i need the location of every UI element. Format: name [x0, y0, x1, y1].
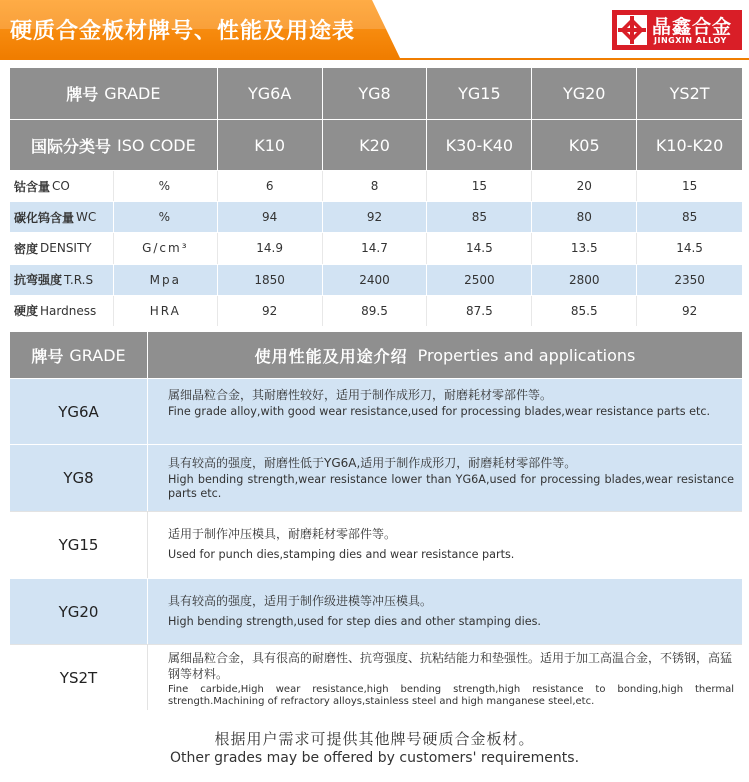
property-label	[10, 233, 114, 263]
unit-cell: %	[114, 202, 218, 232]
value-cell: 92	[323, 202, 428, 232]
property-name-en: WC	[76, 210, 97, 225]
description-label-en: Properties and applications	[417, 345, 636, 365]
property-name-cn: 碳化钨含量	[14, 210, 75, 225]
grade-cell: YG8	[323, 68, 428, 119]
value-cell: 8	[323, 171, 428, 201]
page-title: 硬质合金板材牌号、性能及用途表	[10, 19, 356, 44]
value-cell: 13.5	[532, 233, 637, 263]
description-en: High bending strength,wear resistance lower than YG6A,used for processing blades,wear resistance parts etc.	[168, 473, 734, 500]
description-label-cn: 使用性能及用途介绍	[254, 346, 408, 366]
applications-table	[10, 332, 742, 710]
unit-cell: %	[114, 171, 218, 201]
description-cell	[148, 645, 742, 710]
iso-label-cn: 国际分类号	[30, 136, 111, 156]
description-cn: 属细晶粒合金，具有很高的耐磨性、抗弯强度、抗粘结能力和垫强性。适用于加工高温合金，不锈钢，高猛钢等材料。	[168, 651, 733, 681]
grade-header-label	[10, 68, 218, 119]
description-en: Fine grade alloy,with good wear resistance,used for processing blades,wear resistance parts etc.	[168, 405, 711, 418]
description-en: High bending strength,used for step dies and other stamping dies.	[168, 615, 541, 628]
unit-cell: G/cm³	[114, 233, 218, 263]
logo-text-en: JINGXIN ALLOY	[654, 36, 727, 45]
property-name-cn: 抗弯强度	[14, 273, 63, 288]
description-cn: 具有较高的强度，适用于制作级进模等冲压模具。	[168, 594, 433, 608]
table-row	[10, 295, 742, 326]
grade-label-en: GRADE	[104, 84, 161, 103]
value-cell: 14.7	[323, 233, 428, 263]
value-cell: 2400	[323, 265, 428, 295]
description-cell	[148, 579, 742, 644]
value-cell: 20	[532, 171, 637, 201]
description-cn: 具有较高的强度，耐磨性低于YG6A,适用于制作成形刀，耐磨耗材零部件等。	[168, 456, 577, 470]
iso-code-cell: K10-K20	[655, 135, 724, 155]
description-en: Used for punch dies,stamping dies and wear resistance parts.	[168, 548, 515, 561]
value-cell: 1850	[218, 265, 323, 295]
description-cell	[148, 512, 742, 578]
description-header-label	[148, 332, 742, 378]
value-cell: 2500	[427, 265, 532, 295]
value-cell: 14.5	[676, 241, 703, 256]
grade-header-row	[10, 68, 742, 119]
property-name-en: T.R.S	[64, 272, 94, 287]
table-row	[10, 201, 742, 232]
value-cell: 6	[218, 171, 323, 201]
grade-header-label	[10, 332, 148, 378]
table-row	[10, 378, 742, 444]
value-cell: 80	[532, 202, 637, 232]
unit-cell: HRA	[114, 296, 218, 326]
logo-text-cn: 晶鑫合金	[652, 16, 733, 38]
table-row	[10, 232, 742, 263]
unit-cell: Mpa	[114, 265, 218, 295]
value-cell: 89.5	[323, 296, 428, 326]
footer-note-cn: 根据用户需求可提供其他牌号硬质合金板材。	[214, 730, 535, 748]
grade-cell: YG20	[532, 68, 637, 119]
iso-code-cell: K05	[532, 120, 637, 170]
property-name-cn: 硬度	[14, 304, 39, 319]
table-row	[10, 444, 742, 511]
property-label	[10, 171, 114, 201]
property-name-en: CO	[52, 179, 70, 194]
property-name-en: DENSITY	[40, 241, 92, 256]
value-cell: 14.9	[218, 233, 323, 263]
value-cell: 15	[681, 179, 698, 194]
value-cell: 87.5	[427, 296, 532, 326]
value-cell: 92	[681, 303, 698, 318]
grade-cell: YG20	[10, 579, 148, 644]
table-row	[10, 578, 742, 644]
iso-header-label	[10, 120, 218, 170]
table-row	[10, 264, 742, 295]
company-logo	[612, 10, 742, 50]
iso-code-cell: K20	[323, 120, 428, 170]
value-cell: 94	[218, 202, 323, 232]
grade-cell: YG15	[427, 68, 532, 119]
grade-label-en: GRADE	[69, 345, 126, 365]
property-label	[10, 265, 114, 295]
value-cell: 2350	[674, 272, 705, 287]
iso-label-en: ISO CODE	[116, 135, 196, 155]
description-cn: 适用于制作冲压模具，耐磨耗材零部件等。	[168, 527, 397, 541]
value-cell: 2800	[532, 265, 637, 295]
description-cell	[148, 379, 742, 444]
table-row	[10, 644, 742, 710]
applications-header-row	[10, 332, 742, 378]
description-en: Fine carbide,High wear resistance,high bending strength,high resistance to bonding,high thermal strength.Machining of refractory alloys,stainless steel and high manganese steel,etc.	[168, 684, 734, 707]
grade-cell: YG15	[10, 512, 148, 578]
value-cell: 85	[427, 202, 532, 232]
property-name-cn: 钴含量	[14, 179, 51, 194]
iso-code-cell: K30-K40	[427, 120, 532, 170]
footer-note-en: Other grades may be offered by customers' requirements.	[169, 750, 580, 766]
property-label	[10, 202, 114, 232]
value-cell: 85	[681, 210, 698, 225]
grade-cell: YG6A	[218, 68, 323, 119]
grade-cell: YG6A	[10, 379, 148, 444]
value-cell: 92	[218, 296, 323, 326]
grade-label-cn: 牌号	[31, 346, 64, 366]
value-cell: 14.5	[427, 233, 532, 263]
iso-code-row	[10, 119, 742, 170]
grade-cell: YS2T	[10, 645, 148, 710]
grade-cell: YG8	[10, 445, 148, 511]
table-row	[10, 170, 742, 201]
header-divider	[0, 58, 749, 60]
grade-spec-table	[10, 68, 742, 326]
grade-cell: YS2T	[669, 84, 710, 103]
property-label	[10, 296, 114, 326]
property-name-en: Hardness	[40, 303, 97, 318]
value-cell: 15	[427, 171, 532, 201]
description-cell	[148, 445, 742, 511]
description-cn: 属细晶粒合金，其耐磨性较好，适用于制作成形刀，耐磨耗材零部件等。	[168, 388, 553, 402]
iso-code-cell: K10	[218, 120, 323, 170]
logo-emblem-icon	[616, 14, 648, 46]
value-cell: 85.5	[532, 296, 637, 326]
grade-label-cn: 牌号	[66, 85, 99, 104]
page-header	[0, 0, 749, 60]
property-name-cn: 密度	[14, 241, 39, 256]
table-row	[10, 511, 742, 578]
